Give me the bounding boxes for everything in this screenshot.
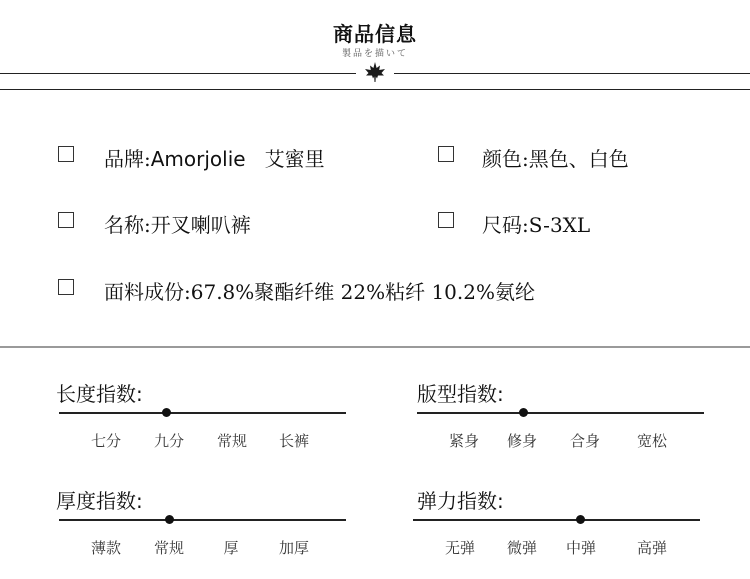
material-info (104, 276, 535, 305)
fit-option: 宽松 (636, 432, 667, 450)
name-info (104, 209, 251, 238)
fit-option: 合身 (569, 432, 600, 450)
brand-label: 品牌: (104, 147, 151, 171)
name-label: 名称: (104, 213, 151, 237)
header-divider-right (394, 73, 750, 74)
header-bottom-divider (0, 89, 750, 90)
name-checkbox[interactable] (58, 212, 74, 228)
thickness-option: 薄款 (90, 539, 121, 557)
thickness-index-title: 厚度指数: (56, 489, 143, 513)
fit-option: 紧身 (448, 432, 479, 450)
color-label: 颜色: (482, 147, 529, 171)
elasticity-index-title: 弹力指数: (417, 489, 504, 513)
maple-leaf-icon (362, 60, 388, 84)
fit-index-marker (519, 408, 528, 417)
thickness-index-marker (165, 515, 174, 524)
size-checkbox[interactable] (438, 212, 454, 228)
length-option: 七分 (90, 432, 121, 450)
brand-info (104, 143, 325, 172)
page-subtitle: 製品を描いて (341, 49, 408, 59)
length-option: 长裤 (278, 432, 309, 450)
elasticity-option: 无弹 (444, 539, 475, 557)
brand-value-cn: 艾蜜里 (264, 147, 325, 171)
elasticity-option: 微弹 (506, 539, 537, 557)
material-label: 面料成份: (104, 280, 191, 304)
brand-checkbox[interactable] (58, 146, 74, 162)
name-value: 开叉喇叭裤 (150, 213, 251, 237)
elasticity-index-track (413, 519, 700, 521)
length-option: 九分 (153, 432, 184, 450)
length-index-track (59, 412, 346, 414)
header-divider-left (0, 73, 356, 74)
thickness-option: 常规 (153, 539, 184, 557)
thickness-option: 加厚 (278, 539, 309, 557)
elasticity-option: 中弹 (565, 539, 596, 557)
length-index-marker (162, 408, 171, 417)
material-value: 67.8%聚酯纤维 22%粘纤 10.2%氨纶 (190, 280, 535, 304)
section-divider (0, 346, 750, 348)
length-index-title: 长度指数: (56, 382, 143, 406)
page-title: 商品信息 (333, 22, 417, 46)
material-checkbox[interactable] (58, 279, 74, 295)
fit-option: 修身 (506, 432, 537, 450)
color-info (482, 143, 629, 172)
size-label: 尺码: (482, 213, 529, 237)
color-checkbox[interactable] (438, 146, 454, 162)
fit-index-track (417, 412, 704, 414)
size-info (482, 209, 590, 238)
size-value: S-3XL (528, 213, 591, 237)
thickness-index-track (59, 519, 346, 521)
elasticity-option: 高弹 (636, 539, 667, 557)
length-option: 常规 (216, 432, 247, 450)
elasticity-index-marker (576, 515, 585, 524)
thickness-option: 厚 (223, 539, 239, 557)
brand-value-latin: Amorjolie (150, 147, 246, 171)
fit-index-title: 版型指数: (417, 382, 504, 406)
color-value: 黑色、白色 (528, 147, 629, 171)
